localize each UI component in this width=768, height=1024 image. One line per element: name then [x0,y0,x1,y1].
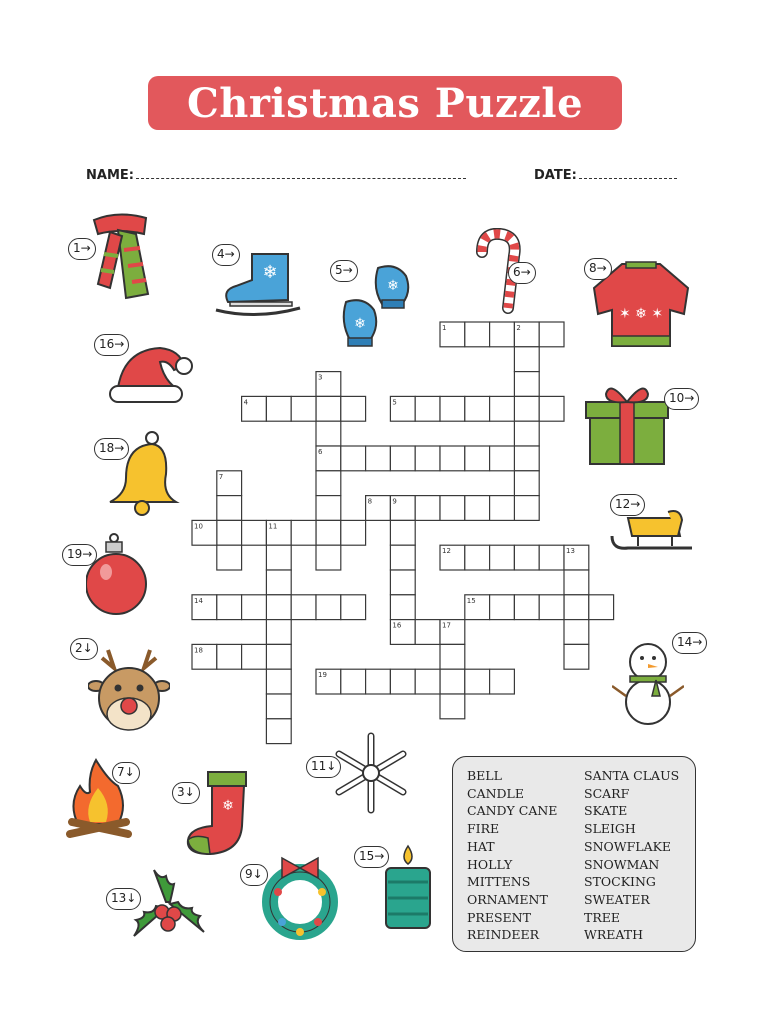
grid-cell[interactable] [490,669,515,694]
clue-label: 5→ [330,260,358,282]
grid-clue-number: 13 [566,547,575,556]
grid-clue-number: 4 [243,398,249,407]
word-bank-item: TREE [584,909,620,925]
clue-label: 19→ [62,544,97,566]
clue-label: 8→ [584,258,612,280]
grid-cell[interactable] [217,545,242,570]
grid-cell[interactable] [490,446,515,471]
reindeer-icon [88,646,170,734]
word-bank-item: SANTA CLAUS [584,768,680,783]
grid-cell[interactable] [564,545,589,570]
svg-text:❄: ❄ [354,316,366,332]
clue-label: 15→ [354,846,389,868]
grid-cell[interactable] [490,595,515,620]
clue-label: 14→ [672,632,707,654]
page-title: Christmas Puzzle [186,79,584,127]
grid-cell[interactable] [465,545,490,570]
grid-clue-number: 8 [367,497,373,506]
word-bank-item: CANDY CANE [467,803,558,819]
grid-cell[interactable] [539,396,564,421]
grid-cell[interactable] [390,595,415,620]
grid-cell[interactable] [390,620,415,645]
grid-cell[interactable] [266,396,291,421]
grid-clue-number: 12 [442,547,451,556]
grid-cell[interactable] [341,446,366,471]
grid-cell[interactable] [316,496,341,521]
grid-cell[interactable] [440,545,465,570]
grid-cell[interactable] [514,545,539,570]
grid-cell[interactable] [390,520,415,545]
svg-text:❄: ❄ [387,278,399,294]
grid-cell[interactable] [217,595,242,620]
grid-cell[interactable] [266,520,291,545]
grid-cell[interactable] [390,446,415,471]
grid-cell[interactable] [390,496,415,521]
grid-clue-number: 16 [392,621,402,630]
word-bank-item: MITTENS [467,874,531,890]
grid-cell[interactable] [217,496,242,521]
grid-cell[interactable] [440,644,465,669]
word-bank-item: SNOWMAN [584,856,660,872]
grid-cell[interactable] [514,446,539,471]
grid-clue-number: 17 [442,621,451,630]
grid-cell[interactable] [266,669,291,694]
grid-clue-number: 3 [318,373,323,382]
scarf-icon [88,210,152,302]
grid-cell[interactable] [316,595,341,620]
clue-label: 10→ [664,388,699,410]
clue-label: 9↓ [240,864,268,886]
grid-cell[interactable] [490,322,515,347]
clue-label: 16→ [94,334,129,356]
grid-cell[interactable] [217,520,242,545]
date-field[interactable] [534,166,677,183]
grid-clue-number: 5 [392,398,397,407]
grid-cell[interactable] [316,396,341,421]
grid-clue-number: 14 [194,596,203,605]
grid-cell[interactable] [415,396,440,421]
grid-clue-number: 2 [516,324,521,332]
grid-cell[interactable] [316,545,341,570]
grid-cell[interactable] [440,496,465,521]
snowman-icon [612,636,684,728]
grid-cell[interactable] [514,421,539,446]
grid-cell[interactable] [440,396,465,421]
grid-cell[interactable] [415,496,440,521]
title-banner [148,76,622,130]
word-bank-item: ORNAMENT [467,891,548,907]
clue-label: 4→ [212,244,240,266]
wreath-icon [258,852,342,940]
clue-label: 13↓ [106,888,141,910]
clue-label: 7↓ [112,762,140,784]
grid-cell[interactable] [589,595,614,620]
grid-cell[interactable] [366,496,391,521]
grid-cell[interactable] [291,520,316,545]
grid-clue-number: 11 [268,522,278,531]
clue-label: 11↓ [306,756,341,778]
grid-clue-number: 10 [194,522,203,531]
grid-clue-number: 1 [442,324,447,332]
clue-label: 3↓ [172,782,200,804]
grid-cell[interactable] [316,520,341,545]
grid-cell[interactable] [341,396,366,421]
grid-cell[interactable] [266,570,291,595]
grid-cell[interactable] [316,446,341,471]
grid-cell[interactable] [514,496,539,521]
word-bank-item: PRESENT [467,909,531,925]
grid-cell[interactable] [465,322,490,347]
svg-text:❄: ❄ [222,798,234,814]
grid-cell[interactable] [465,496,490,521]
word-bank [452,756,696,952]
snowflake-icon [332,732,410,814]
word-bank-item: SLEIGH [584,821,636,837]
grid-cell[interactable] [490,396,515,421]
grid-clue-number: 7 [218,472,224,481]
grid-cell[interactable] [291,595,316,620]
grid-cell[interactable] [266,620,291,645]
grid-cell[interactable] [242,595,267,620]
grid-cell[interactable] [217,471,242,496]
word-bank-item: STOCKING [584,874,656,890]
name-label: NAME: [86,168,134,183]
date-label: DATE: [534,168,577,183]
clue-label: 6→ [508,262,536,284]
word-bank-item: SKATE [584,803,628,819]
grid-cell[interactable] [514,595,539,620]
grid-cell[interactable] [539,322,564,347]
grid-cell[interactable] [415,620,440,645]
grid-cell[interactable] [440,322,465,347]
svg-text:❄: ❄ [262,262,278,283]
grid-cell[interactable] [390,396,415,421]
grid-cell[interactable] [366,446,391,471]
ornament-icon [86,532,152,618]
grid-cell[interactable] [266,719,291,744]
grid-cell[interactable] [415,669,440,694]
grid-cell[interactable] [266,644,291,669]
grid-cell[interactable] [564,595,589,620]
grid-cell[interactable] [415,446,440,471]
grid-cell[interactable] [291,396,316,421]
grid-cell[interactable] [514,322,539,347]
word-bank-item: BELL [467,768,502,783]
grid-cell[interactable] [366,669,391,694]
grid-cell[interactable] [266,694,291,719]
grid-clue-number: 6 [318,448,323,456]
word-bank-item: WREATH [584,927,643,943]
grid-cell[interactable] [564,620,589,645]
grid-cell[interactable] [440,620,465,645]
grid-cell[interactable] [316,421,341,446]
grid-cell[interactable] [217,644,242,669]
name-line[interactable] [136,166,466,179]
grid-cell[interactable] [341,595,366,620]
grid-cell[interactable] [341,520,366,545]
word-bank-item: HOLLY [467,856,513,872]
word-bank-item: FIRE [467,821,500,837]
name-field[interactable] [86,166,466,183]
grid-cell[interactable] [490,496,515,521]
grid-cell[interactable] [440,694,465,719]
grid-cell[interactable] [539,545,564,570]
grid-clue-number: 18 [194,646,203,655]
grid-cell[interactable] [390,570,415,595]
grid-cell[interactable] [514,372,539,397]
grid-cell[interactable] [564,644,589,669]
holly-icon [126,866,210,946]
word-bank-item: SWEATER [584,891,650,907]
clue-label: 1→ [68,238,96,260]
grid-cell[interactable] [390,669,415,694]
grid-cell[interactable] [242,644,267,669]
clue-label: 2↓ [70,638,98,660]
grid-cell[interactable] [490,545,515,570]
grid-cell[interactable] [514,471,539,496]
grid-cell[interactable] [316,471,341,496]
grid-cell[interactable] [440,669,465,694]
grid-cell[interactable] [316,669,341,694]
grid-cell[interactable] [341,669,366,694]
grid-clue-number: 9 [392,497,397,506]
word-bank-item: HAT [467,838,495,854]
word-bank-item: CANDLE [467,785,524,801]
grid-cell[interactable] [514,396,539,421]
grid-cell[interactable] [266,595,291,620]
grid-cell[interactable] [192,644,217,669]
grid-cell[interactable] [316,372,341,397]
svg-text:✶ ❄ ✶: ✶ ❄ ✶ [618,306,664,322]
date-line[interactable] [579,166,677,179]
grid-cell[interactable] [465,446,490,471]
grid-cell[interactable] [242,520,267,545]
grid-cell[interactable] [539,595,564,620]
grid-cell[interactable] [242,396,267,421]
word-bank-left-column [467,767,557,944]
present-icon [582,376,672,468]
grid-clue-number: 19 [318,671,327,680]
grid-cell[interactable] [390,545,415,570]
clue-label: 18→ [94,438,129,460]
grid-cell[interactable] [564,570,589,595]
grid-cell[interactable] [465,669,490,694]
grid-cell[interactable] [192,595,217,620]
grid-cell[interactable] [465,396,490,421]
grid-cell[interactable] [266,545,291,570]
grid-cell[interactable] [192,520,217,545]
grid-cell[interactable] [465,595,490,620]
grid-cell[interactable] [514,347,539,372]
word-bank-item: REINDEER [467,927,540,943]
clue-label: 12→ [610,494,645,516]
word-bank-item: SNOWFLAKE [584,838,672,854]
word-bank-right-column [584,767,679,944]
grid-cell[interactable] [440,446,465,471]
grid-clue-number: 15 [466,596,476,605]
word-bank-item: SCARF [584,785,630,801]
